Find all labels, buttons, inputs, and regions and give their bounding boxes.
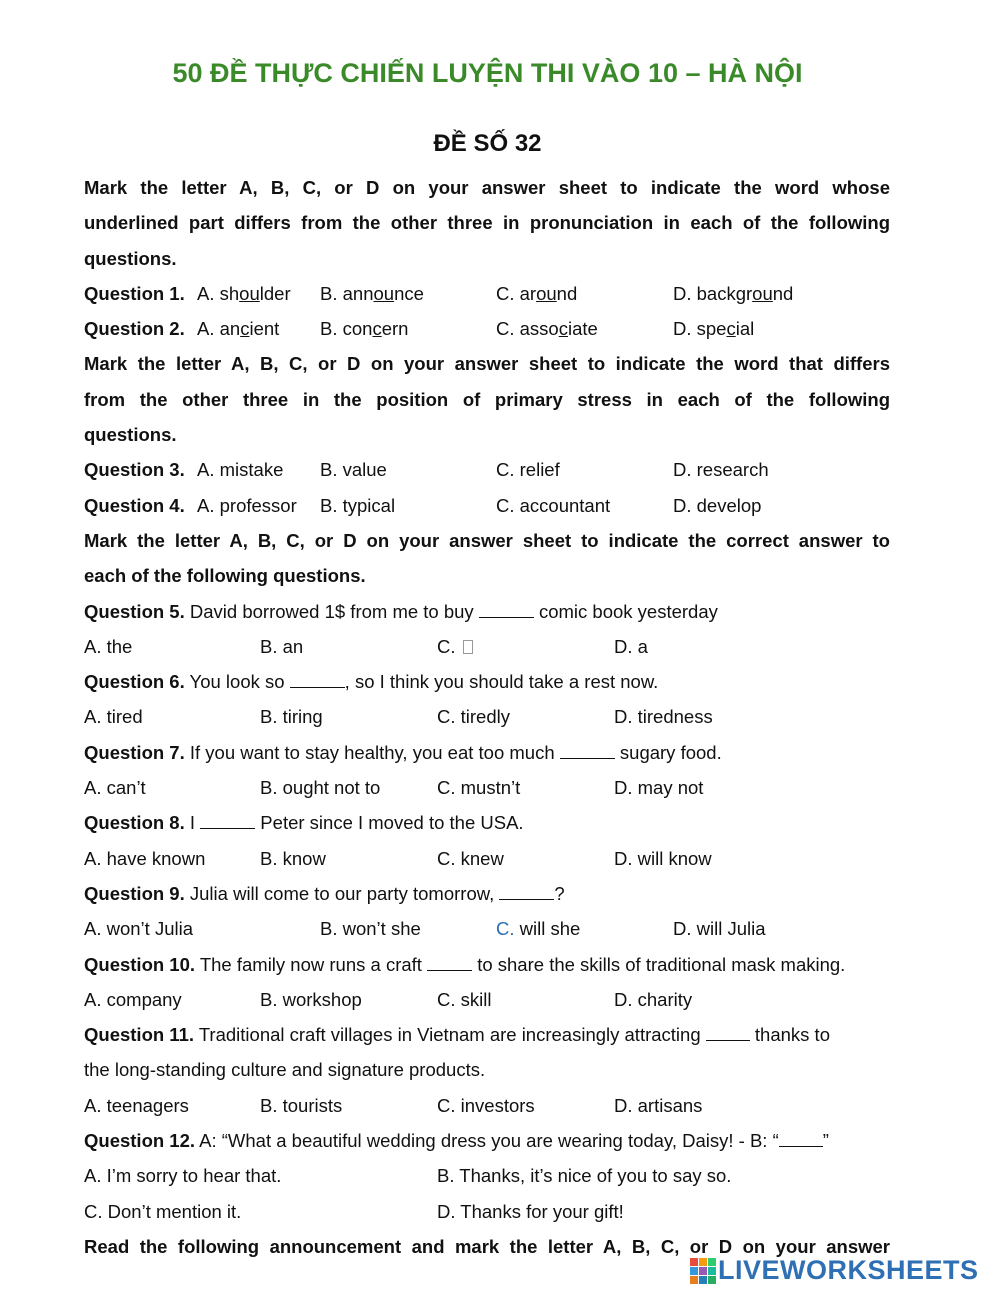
question-11-stem-line-2: the long-standing culture and signature products. (84, 1059, 486, 1081)
question-3-label: Question 3. (84, 459, 185, 481)
q4-option-c[interactable]: C. accountant (496, 494, 611, 516)
q2-option-d[interactable]: D. special (673, 318, 755, 340)
q7-option-b[interactable]: B. ought not to (260, 777, 381, 799)
question-6-stem: You look so (184, 671, 290, 693)
question-12-stem: A: “What a beautiful wedding dress you are wearing today, Daisy! - B: “ (195, 1130, 779, 1152)
question-8-blank[interactable] (200, 813, 255, 829)
question-8-options (84, 841, 890, 876)
instruction-announcement-line-1: Read the following announcement and mark the letter A, B, C, or D on your answer (84, 1235, 890, 1257)
question-9-stem-end: ? (554, 882, 565, 904)
question-11-options (84, 1088, 890, 1123)
question-6-label: Question 6. (84, 671, 185, 693)
instruction-pronunciation-line-3: questions. (84, 247, 177, 269)
q11-option-c[interactable]: C. investors (437, 1094, 535, 1116)
q9-option-c[interactable]: C. will she (496, 918, 581, 940)
instruction-pronunciation-line-2: underlined part differs from the other three in pronunciation in each of the following (84, 212, 890, 234)
q8-option-c[interactable]: C. knew (437, 847, 504, 869)
question-12 (84, 1123, 890, 1158)
question-8 (84, 805, 890, 840)
question-11-stem: Traditional craft villages in Vietnam are increasingly attracting (194, 1024, 706, 1046)
q5-option-c[interactable]: C. (437, 629, 473, 664)
question-10-stem-end: to share the skills of traditional mask making. (472, 953, 846, 975)
q7-option-d[interactable]: D. may not (614, 777, 704, 799)
q2-option-c[interactable]: C. associate (496, 318, 598, 340)
question-7 (84, 735, 890, 770)
q11-option-b[interactable]: B. tourists (260, 1094, 343, 1116)
question-3 (84, 452, 890, 487)
q10-option-d[interactable]: D. charity (614, 988, 693, 1010)
question-4-label: Question 4. (84, 494, 185, 516)
question-9-blank[interactable] (499, 884, 554, 900)
question-7-stem-end: sugary food. (614, 741, 722, 763)
question-5-label: Question 5. (84, 600, 185, 622)
q7-option-c[interactable]: C. mustn’t (437, 777, 521, 799)
q9-option-a[interactable]: A. won’t Julia (84, 918, 193, 940)
exam-number: ĐỀ SỐ 32 (433, 130, 542, 157)
question-6-options (84, 699, 890, 734)
q10-option-a[interactable]: A. company (84, 988, 182, 1010)
question-5-blank[interactable] (479, 602, 534, 618)
question-12-options-row-1 (84, 1158, 890, 1193)
q1-option-c[interactable]: C. around (496, 282, 578, 304)
question-2 (84, 311, 890, 346)
question-1-label: Question 1. (84, 282, 185, 304)
q6-option-a[interactable]: A. tired (84, 706, 143, 728)
question-5-stem: David borrowed 1$ from me to buy (184, 600, 479, 622)
instruction-stress-line-2: from the other three in the position of primary stress in each of the following (84, 388, 890, 410)
q1-option-b[interactable]: B. announce (320, 282, 424, 304)
question-7-blank[interactable] (560, 743, 615, 759)
q1-option-d[interactable]: D. background (673, 282, 794, 304)
question-6 (84, 664, 890, 699)
q9-option-b[interactable]: B. won’t she (320, 918, 421, 940)
question-4 (84, 488, 890, 523)
question-12-options-row-2 (84, 1194, 890, 1229)
missing-glyph-icon (463, 640, 473, 654)
question-10-stem: The family now runs a craft (195, 953, 428, 975)
q10-option-b[interactable]: B. workshop (260, 988, 362, 1010)
q3-option-b[interactable]: B. value (320, 459, 387, 481)
q12-option-d[interactable]: D. Thanks for your gift! (437, 1200, 624, 1222)
question-8-stem: I (184, 812, 201, 834)
q8-option-b[interactable]: B. know (260, 847, 326, 869)
question-8-stem-end: Peter since I moved to the USA. (255, 812, 524, 834)
page-title: 50 ĐỀ THỰC CHIẾN LUYỆN THI VÀO 10 – HÀ NỘI (172, 58, 803, 88)
instruction-pronunciation-line-1: Mark the letter A, B, C, or D on your answer sheet to indicate the word whose (84, 177, 890, 198)
question-10-blank[interactable] (427, 955, 472, 971)
question-12-stem-end: ” (822, 1130, 829, 1152)
q3-option-d[interactable]: D. research (673, 459, 769, 481)
question-1 (84, 276, 890, 311)
q6-option-b[interactable]: B. tiring (260, 706, 323, 728)
question-11 (84, 1017, 890, 1052)
q8-option-d[interactable]: D. will know (614, 847, 712, 869)
question-5 (84, 594, 890, 629)
q4-option-d[interactable]: D. develop (673, 494, 762, 516)
q12-option-c[interactable]: C. Don’t mention it. (84, 1200, 242, 1222)
question-10 (84, 947, 890, 982)
question-8-label: Question 8. (84, 812, 185, 834)
q2-option-a[interactable]: A. ancient (197, 318, 280, 340)
question-2-label: Question 2. (84, 318, 185, 340)
q5-option-d[interactable]: D. a (614, 635, 648, 657)
liveworksheets-grid-icon (690, 1258, 716, 1284)
question-7-options (84, 770, 890, 805)
q8-option-a[interactable]: A. have known (84, 847, 206, 869)
q4-option-b[interactable]: B. typical (320, 494, 396, 516)
q11-option-a[interactable]: A. teenagers (84, 1094, 189, 1116)
question-6-blank[interactable] (290, 672, 345, 688)
instruction-correct-answer-line-1: Mark the letter A, B, C, or D on your answer sheet to indicate the correct answer to (84, 529, 890, 551)
instruction-stress-line-3: questions. (84, 424, 177, 446)
q4-option-a[interactable]: A. professor (197, 494, 297, 516)
question-9-label: Question 9. (84, 882, 185, 904)
worksheet-body (84, 170, 890, 1264)
question-10-label: Question 10. (84, 953, 196, 975)
question-9 (84, 876, 890, 911)
question-12-label: Question 12. (84, 1130, 196, 1152)
q2-option-b[interactable]: B. concern (320, 318, 409, 340)
liveworksheets-logo (690, 1252, 995, 1288)
question-12-blank[interactable] (779, 1131, 823, 1147)
question-9-stem: Julia will come to our party tomorrow, (184, 882, 500, 904)
question-11-label: Question 11. (84, 1024, 195, 1046)
q7-option-a[interactable]: A. can’t (84, 777, 146, 799)
question-10-options (84, 982, 890, 1017)
q11-option-d[interactable]: D. artisans (614, 1094, 703, 1116)
question-5-options (84, 629, 890, 664)
question-11-blank[interactable] (706, 1025, 750, 1041)
question-7-stem: If you want to stay healthy, you eat too much (184, 741, 560, 763)
q10-option-c[interactable]: C. skill (437, 988, 492, 1010)
question-11-stem-end: thanks to (749, 1024, 830, 1046)
q6-option-d[interactable]: D. tiredness (614, 706, 713, 728)
q1-option-a[interactable]: A. shoulder (197, 282, 291, 304)
question-9-options (84, 911, 890, 946)
question-5-stem-end: comic book yesterday (533, 600, 718, 622)
q12-option-a[interactable]: A. I’m sorry to hear that. (84, 1165, 282, 1187)
q9-option-d[interactable]: D. will Julia (673, 918, 766, 940)
question-6-stem-end: , so I think you should take a rest now. (344, 671, 659, 693)
instruction-correct-answer-line-2: each of the following questions. (84, 565, 366, 587)
q5-option-b[interactable]: B. an (260, 635, 304, 657)
q12-option-b[interactable]: B. Thanks, it’s nice of you to say so. (437, 1165, 732, 1187)
liveworksheets-text: LIVEWORKSHEETS (718, 1255, 979, 1285)
q6-option-c[interactable]: C. tiredly (437, 706, 510, 728)
question-7-label: Question 7. (84, 741, 185, 763)
q5-option-a[interactable]: A. the (84, 635, 133, 657)
q3-option-a[interactable]: A. mistake (197, 459, 284, 481)
q3-option-c[interactable]: C. relief (496, 459, 560, 481)
instruction-stress-line-1: Mark the letter A, B, C, or D on your answer sheet to indicate the word that differs (84, 353, 890, 375)
